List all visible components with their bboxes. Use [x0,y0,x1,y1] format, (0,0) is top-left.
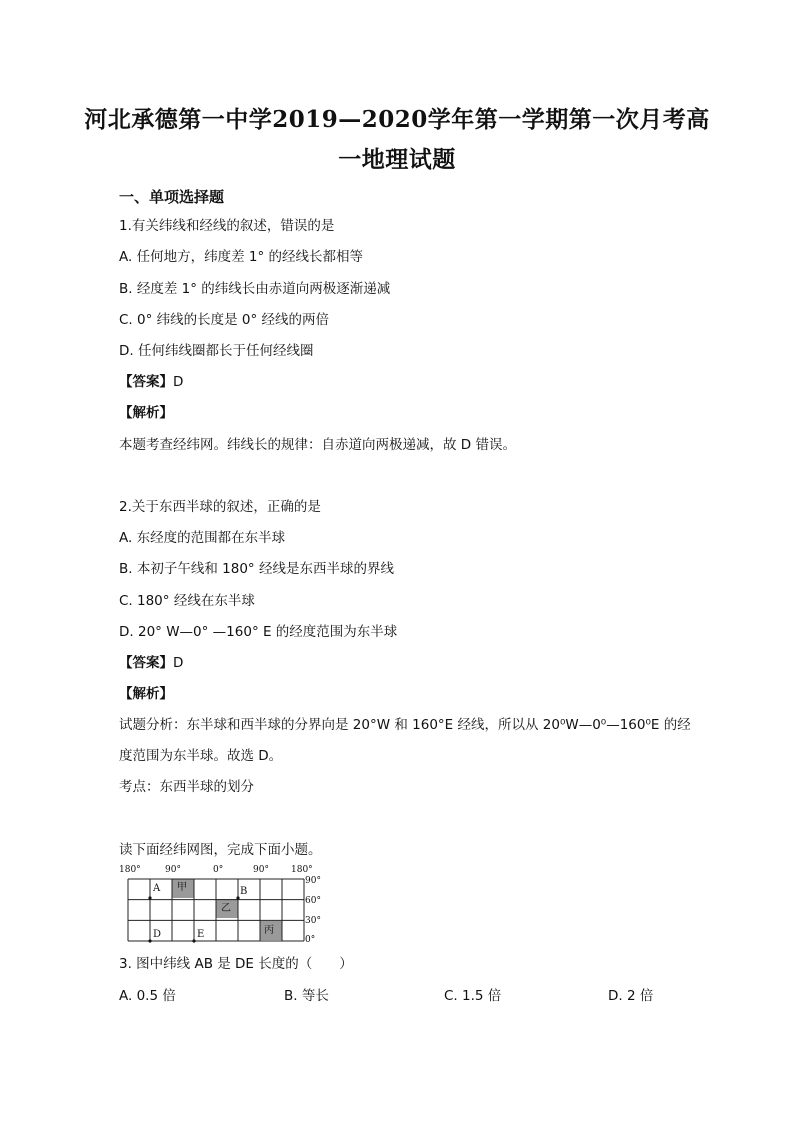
q2-exam-point: 考点：东西半球的划分 [119,779,254,795]
point-b-label: B [240,886,248,897]
lat-long-grid-figure [119,866,329,948]
q2-analysis-label: 【解析】 [119,686,173,702]
q1-answer-value: D [173,374,184,390]
lat-label-30: 30° [305,916,321,926]
q2-stem: 2.关于东西半球的叙述，正确的是 [119,499,321,515]
point-e-dot [192,939,195,942]
q1-answer-label: 【答案】 [119,374,173,390]
exam-title-line2: 一地理试题 [338,146,456,173]
q1-option-b: B. 经度差 1° 的纬线长由赤道向两极逐渐递减 [119,281,391,297]
lon-label-90e: 90° [253,865,269,875]
q2-answer [119,657,183,671]
q1-option-a: A. 任何地方，纬度差 1° 的经线长都相等 [119,249,364,265]
q1-option-c: C. 0° 纬线的长度是 0° 经线的两倍 [119,312,330,328]
q2-option-b: B. 本初子午线和 180° 经线是东西半球的界线 [119,561,394,577]
q2-analysis-line2: 度范围为东半球。故选 D。 [119,748,283,764]
point-a-label: A [153,883,161,894]
q2-option-a: A. 东经度的范围都在东半球 [119,530,286,546]
q2-answer-value: D [173,655,184,671]
q3-stem: 3. 图中纬线 AB 是 DE 长度的（ ） [119,956,353,972]
lon-label-90w: 90° [165,865,181,875]
lat-label-90: 90° [305,876,321,886]
lat-label-0: 0° [305,935,316,945]
q2-analysis-line1: 试题分析：东半球和西半球的分界向是 20°W 和 160°E 经线，所以从 20⁰W—0⁰—160⁰E 的经 [119,717,691,733]
q2-option-d: D. 20° W—0° —160° E 的经度范围为东半球 [119,624,398,640]
q3-option-c: C. 1.5 倍 [444,988,502,1004]
q2-answer-label: 【答案】 [119,655,173,671]
q1-analysis: 本题考查经纬网。纬线长的规律：自赤道向两极递减，故 D 错误。 [119,437,516,453]
figure-intro: 读下面经纬网图，完成下面小题。 [119,842,322,858]
section-heading: 一、单项选择题 [119,188,225,206]
q1-analysis-label: 【解析】 [119,405,173,421]
q1-stem: 1.有关纬线和经线的叙述，错误的是 [119,218,335,234]
lon-label-180e: 180° [291,865,313,875]
exam-title-line1: 河北承德第一中学2019—2020学年第一学期第一次月考高 [84,106,710,133]
lon-label-0: 0° [213,865,224,875]
lon-label-180w: 180° [119,865,141,875]
q1-option-d: D. 任何纬线圈都长于任何经线圈 [119,343,314,359]
q2-option-c: C. 180° 经线在东半球 [119,593,255,609]
q3-option-a: A. 0.5 倍 [119,988,176,1004]
cell-yi-label: 乙 [221,903,231,914]
q3-options [119,990,659,1006]
point-d-label: D [153,929,162,940]
cell-bing-label: 丙 [264,925,274,936]
q3-option-d: D. 2 倍 [608,988,654,1004]
q3-option-b: B. 等长 [284,988,329,1004]
cell-jia-label: 甲 [177,882,187,893]
lat-label-60: 60° [305,896,321,906]
point-a-dot [148,896,151,899]
point-e-label: E [197,929,205,940]
point-d-dot [148,939,151,942]
q1-answer [119,376,183,390]
